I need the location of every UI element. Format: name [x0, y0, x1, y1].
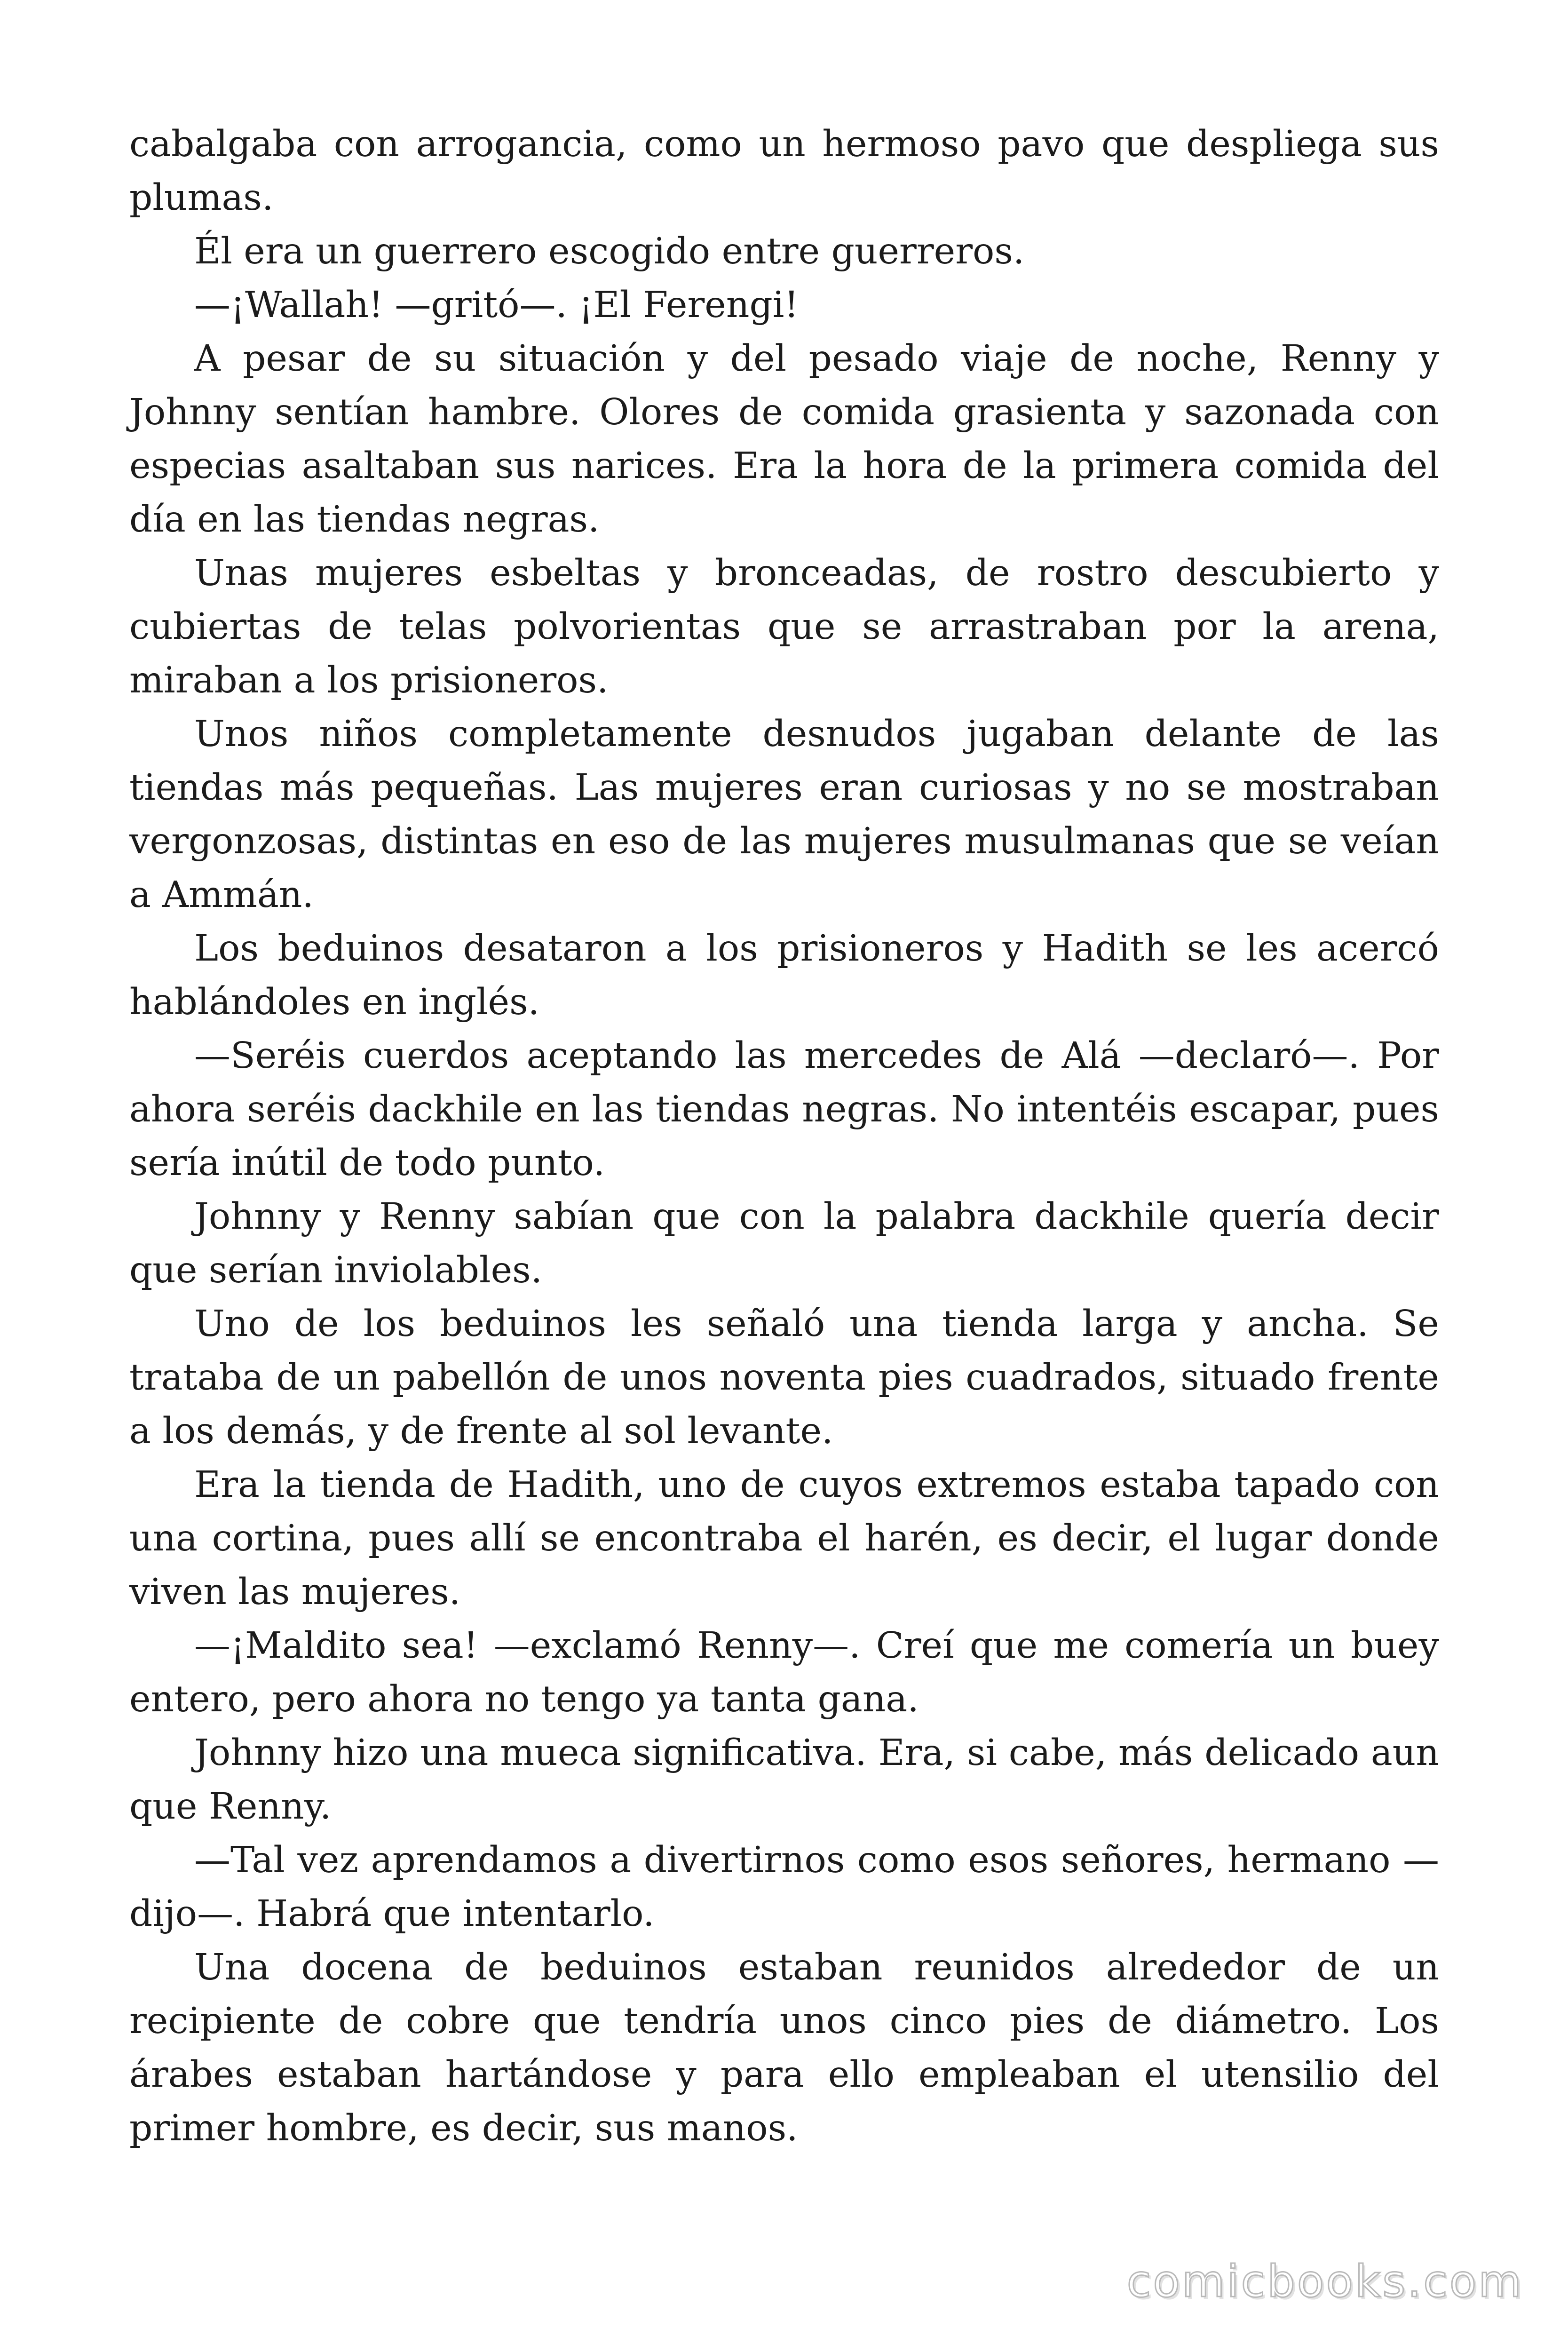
paragraph-continuation: cabalgaba con arrogancia, como un hermoso pavo que despliega sus plumas. [129, 123, 1439, 219]
paragraph: Los beduinos desataron a los prisioneros y Hadith se les acercó hablándoles en inglés. [129, 928, 1439, 1023]
paragraph: Una docena de beduinos estaban reunidos alrededor de un recipiente de cobre que tendría unos cinco pies de diámetro. Los árabes estaban hartándose y para ello empleaban el utensilio del primer hombre, es decir, sus manos. [129, 1947, 1439, 2149]
paragraph: Uno de los beduinos les señaló una tienda larga y ancha. Se trataba de un pabellón de unos noventa pies cuadrados, situado frente a los demás, y de frente al sol levante. [129, 1303, 1439, 1452]
paragraph: Johnny hizo una mueca significativa. Era, si cabe, más delicado aun que Renny. [129, 1732, 1439, 1828]
paragraph: —Seréis cuerdos aceptando las mercedes de Alá —declaró—. Por ahora seréis dackhile en las tiendas negras. No intentéis escapar, pues sería inútil de todo punto. [129, 1035, 1439, 1184]
paragraph: —¡Maldito sea! —exclamó Renny—. Creí que me comería un buey entero, pero ahora no tengo ya tanta gana. [129, 1625, 1439, 1720]
paragraph: —¡Wallah! —gritó—. ¡El Ferengi! [194, 284, 799, 326]
paragraph: Unas mujeres esbeltas y bronceadas, de rostro descubierto y cubiertas de telas polvorientas que se arrastraban por la arena, miraban a los prisioneros. [129, 552, 1439, 701]
watermark: comicbooks.com [1126, 2256, 1523, 2307]
paragraph: Él era un guerrero escogido entre guerreros. [194, 230, 1025, 272]
paragraph: A pesar de su situación y del pesado viaje de noche, Renny y Johnny sentían hambre. Olores de comida grasienta y sazonada con especias asaltaban sus narices. Era la hora de la primera comida del día en las tiendas negras. [129, 338, 1439, 540]
paragraph: Unos niños completamente desnudos jugaban delante de las tiendas más pequeñas. Las mujeres eran curiosas y no se mostraban vergonzosas, distintas en eso de las mujeres musulmanas que se veían a Ammán. [129, 713, 1439, 916]
paragraph: Johnny y Renny sabían que con la palabra dackhile quería decir que serían inviolables. [129, 1196, 1439, 1291]
page-body-text [129, 118, 1439, 2155]
paragraph: —Tal vez aprendamos a divertirnos como esos señores, hermano —dijo—. Habrá que intentarlo. [129, 1839, 1439, 1935]
paragraph: Era la tienda de Hadith, uno de cuyos extremos estaba tapado con una cortina, pues allí se encontraba el harén, es decir, el lugar donde viven las mujeres. [129, 1464, 1439, 1613]
